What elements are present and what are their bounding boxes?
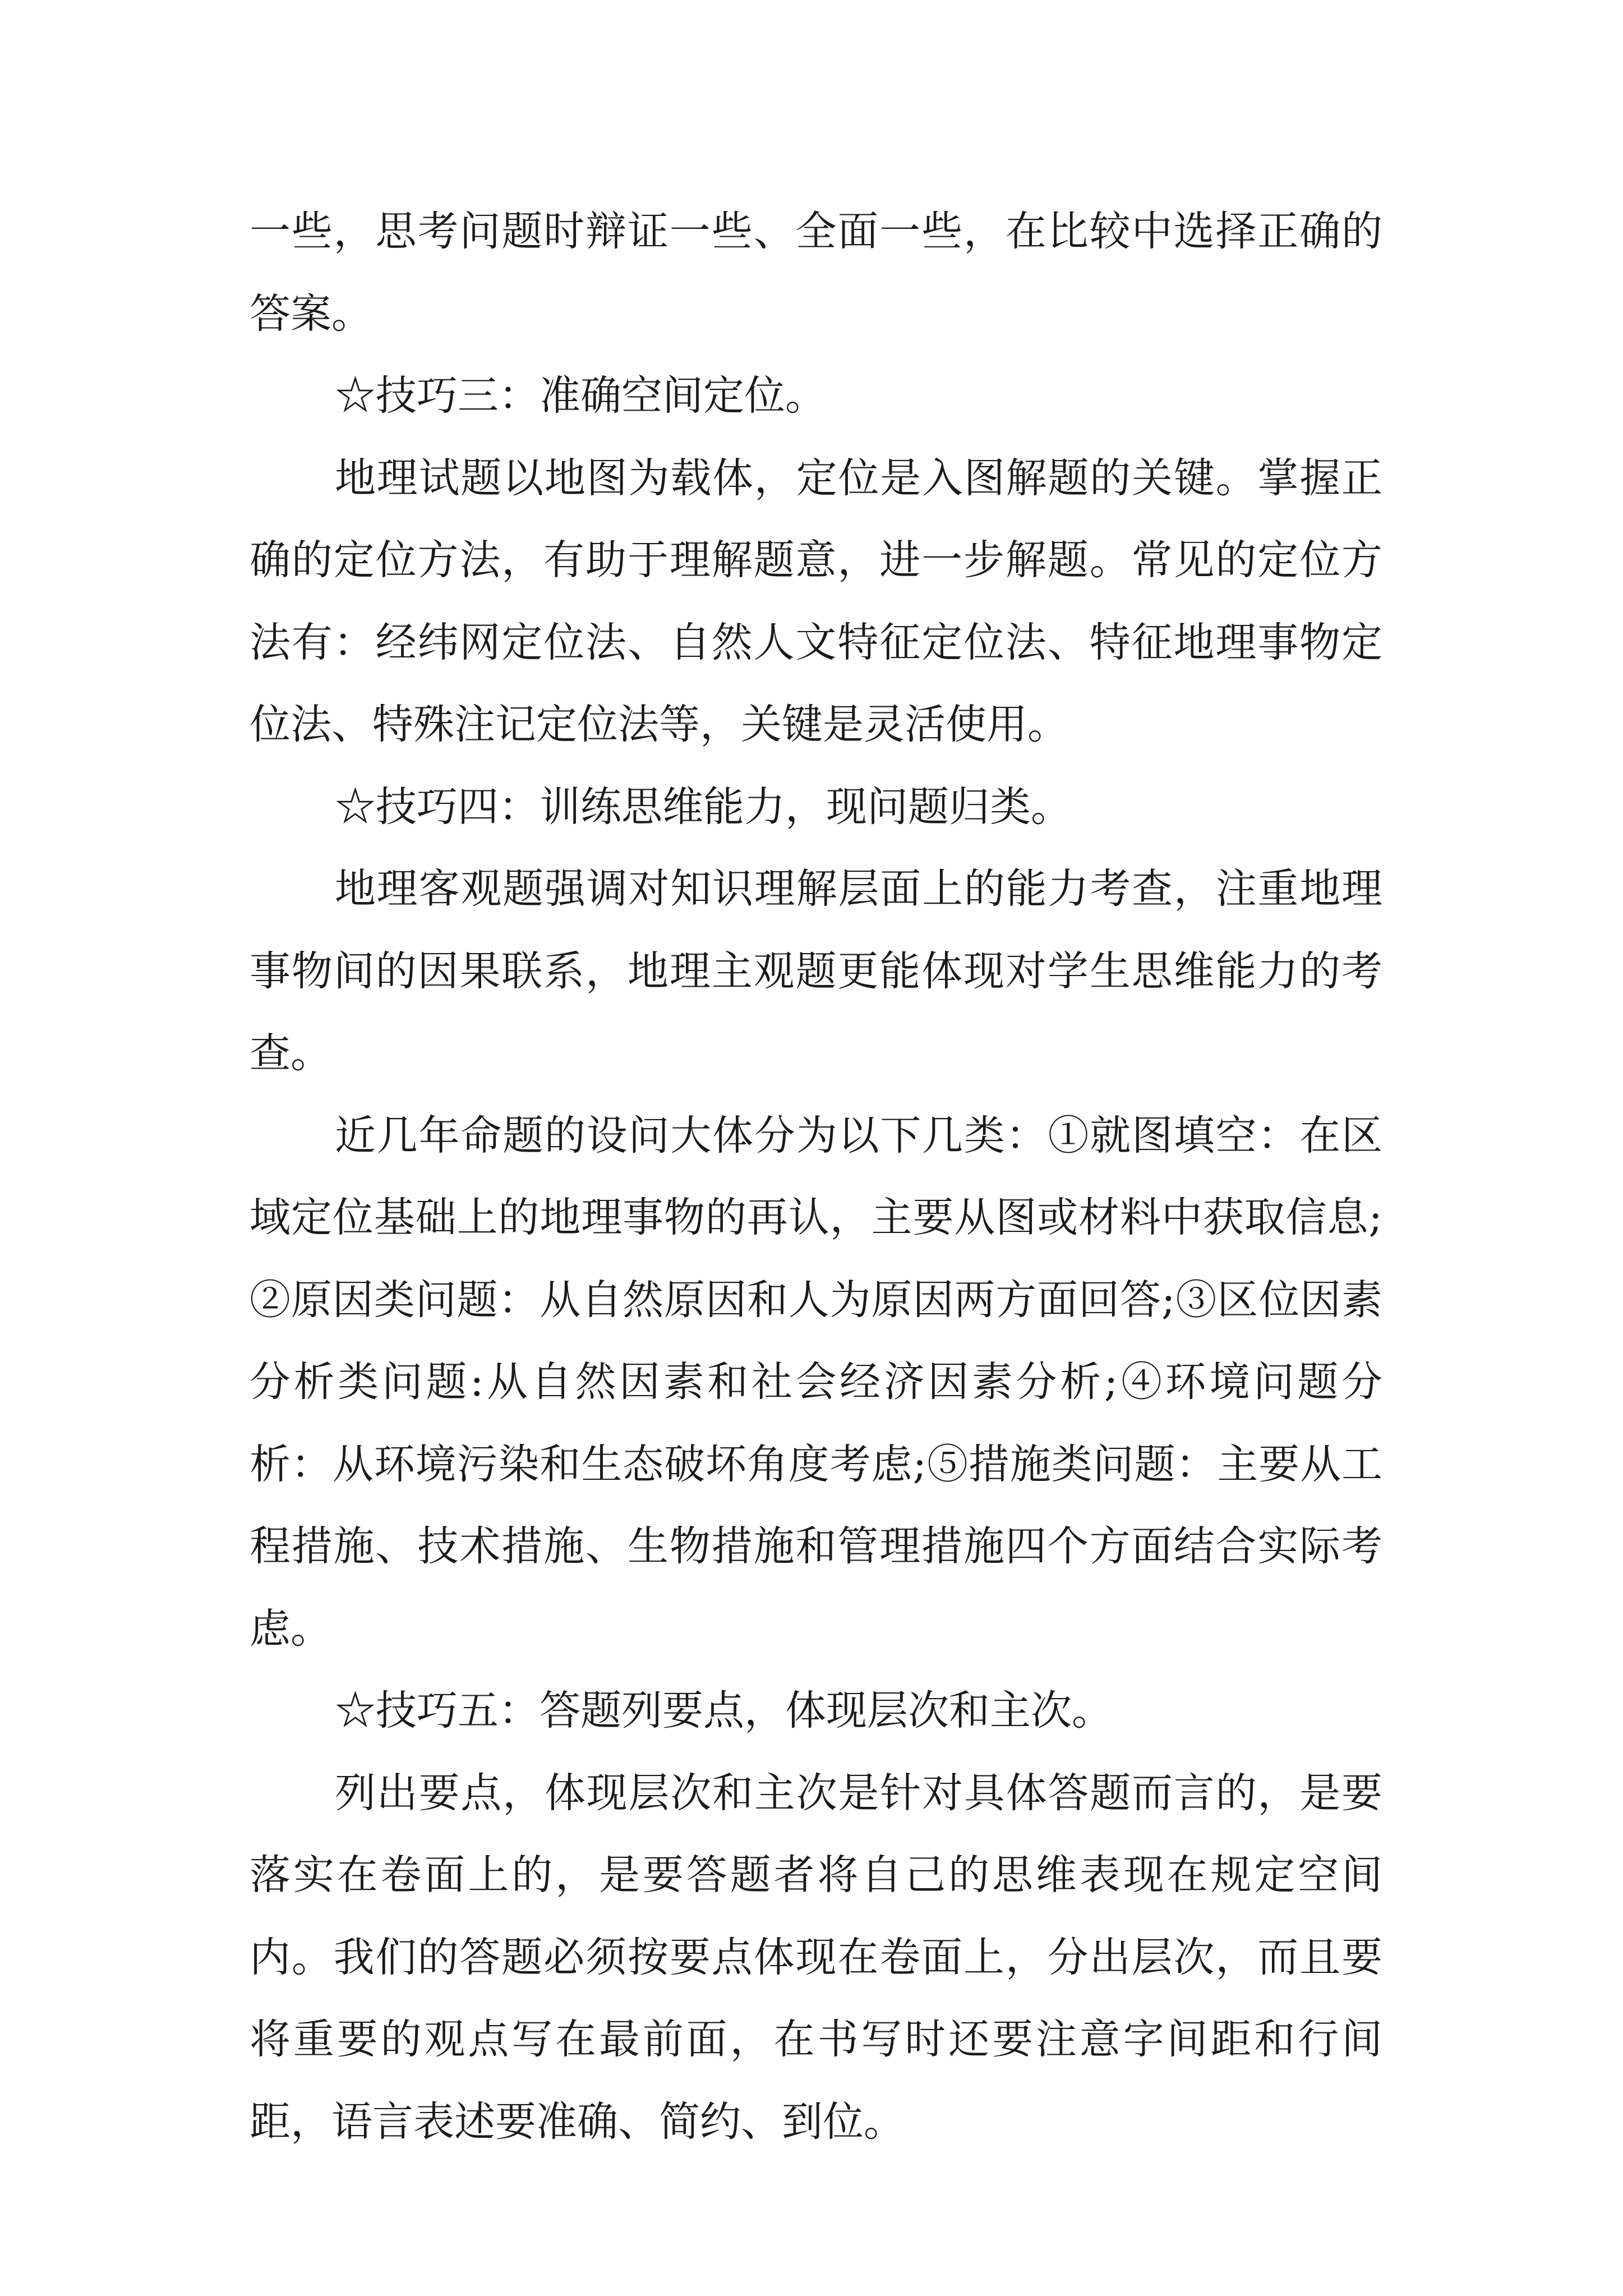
paragraph-spatial-positioning: 地理试题以地图为载体，定位是入图解题的关键。掌握正确的定位方法，有助于理解题意，进一步解题。常见的定位方法有：经纬网定位法、自然人文特征定位法、特征地理事物定位法、特殊注记定位法等，关键是灵活使用。 xyxy=(250,454,1382,748)
paragraph-thinking-ability: 地理客观题强调对知识理解层面上的能力考查，注重地理事物间的因果联系，地理主观题更能体现对学生思维能力的考查。 xyxy=(250,865,1382,1077)
paragraph-answer-points: 列出要点，体现层次和主次是针对具体答题而言的，是要落实在卷面上的，是要答题者将自己的思维表现在规定空间内。我们的答题必须按要点体现在卷面上，分出层次，而且要将重要的观点写在最前面，在书写时还要注意字间距和行间距，语言表述要准确、简约、到位。 xyxy=(250,1769,1382,2146)
paragraph-continuation: 一些，思考问题时辩证一些、全面一些，在比较中选择正确的答案。 xyxy=(250,208,1382,338)
paragraph-question-types: 近几年命题的设问大体分为以下几类：①就图填空：在区域定位基础上的地理事物的再认，主要从图或材料中获取信息;②原因类问题：从自然原因和人为原因两方面回答;③区位因素分析类问题:从自然因素和社会经济因素分析;④环境问题分析：从环境污染和生态破坏角度考虑;⑤措施类问题：主要从工程措施、技术措施、生物措施和管理措施四个方面结合实际考虑。 xyxy=(250,1111,1382,1653)
heading-tip-five: ☆技巧五：答题列要点，体现层次和主次。 xyxy=(335,1687,1113,1734)
heading-tip-three: ☆技巧三：准确空间定位。 xyxy=(335,372,826,420)
document-page xyxy=(250,191,1382,2163)
heading-tip-four: ☆技巧四：训练思维能力，现问题归类。 xyxy=(335,783,1072,831)
